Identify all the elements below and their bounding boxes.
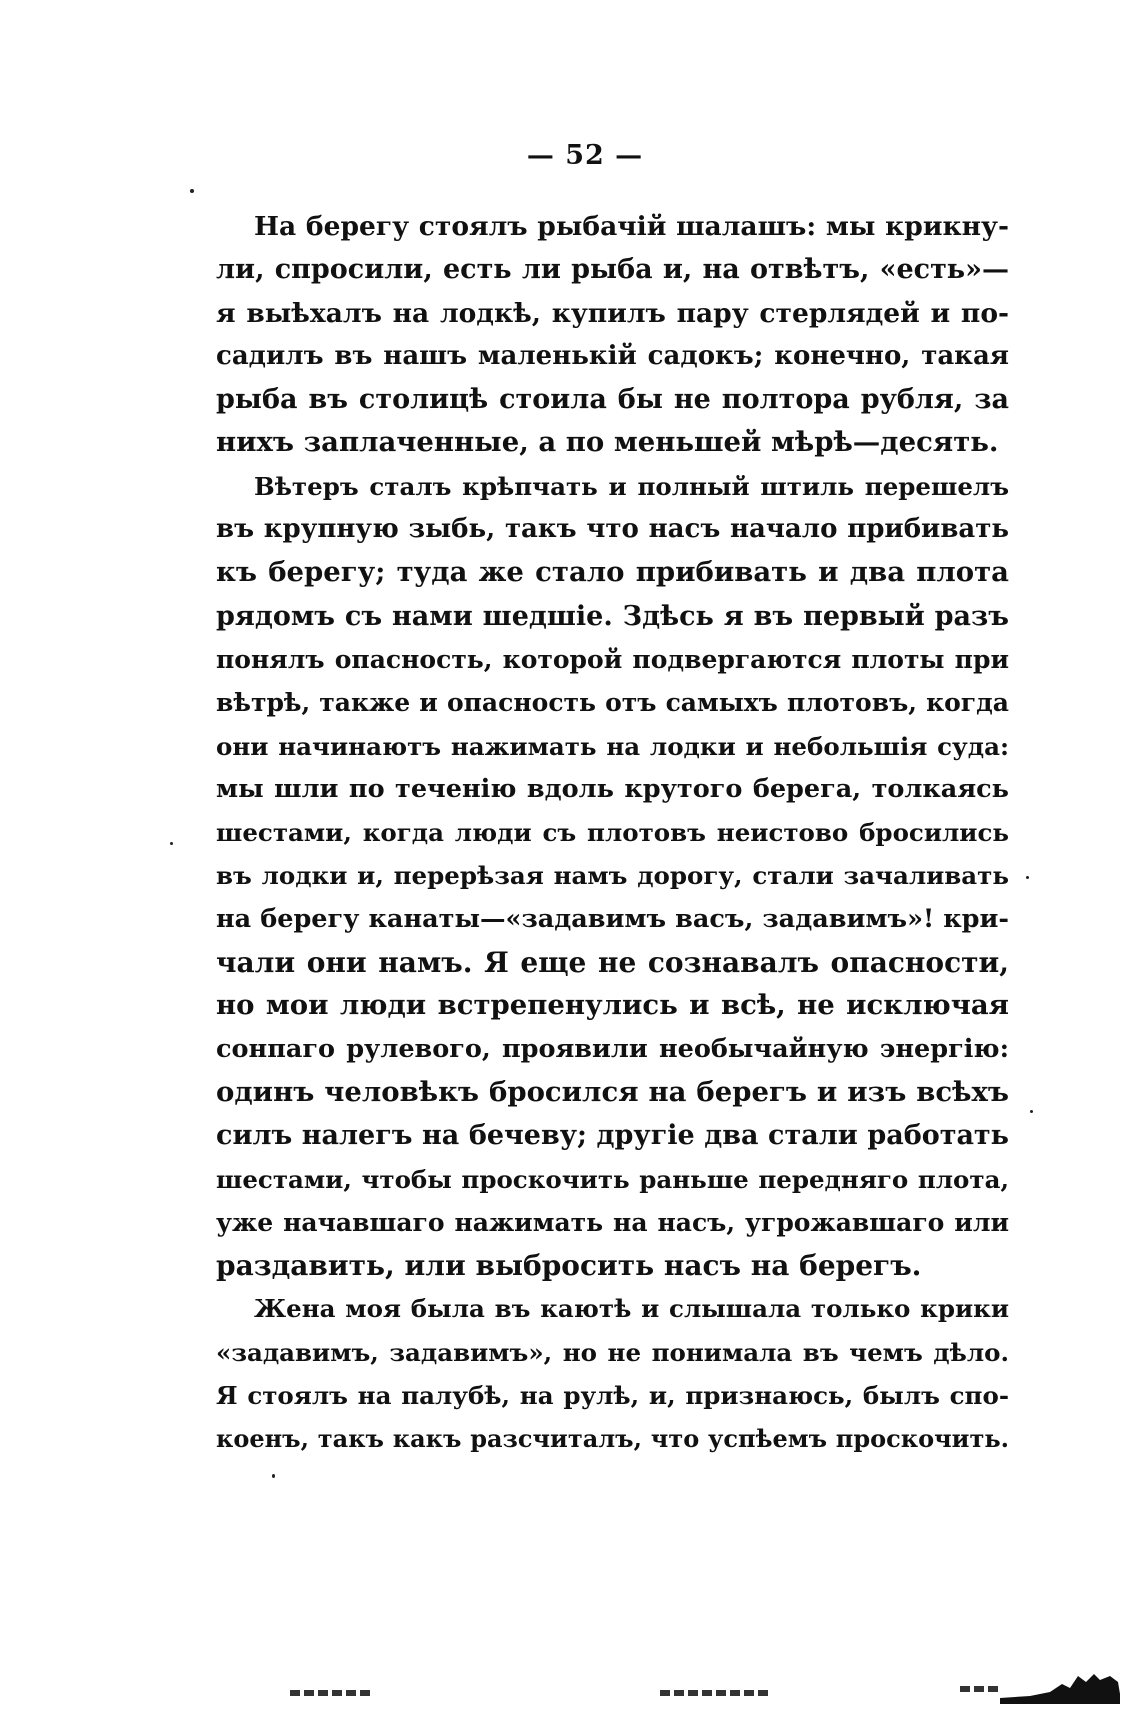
scan-speck bbox=[1026, 876, 1029, 879]
text-line: къ берегу; туда же стало прибивать и два плота bbox=[216, 556, 1009, 589]
text-line: но мои люди встрепенулись и всѣ, не исключая bbox=[216, 989, 1009, 1022]
text-line: одинъ человѣкъ бросился на берегъ и изъ всѣхъ bbox=[216, 1075, 1009, 1108]
body-text bbox=[216, 205, 1009, 1461]
text-line: понялъ опасность, которой подвергаются плоты при bbox=[216, 644, 1009, 674]
text-line: садилъ въ нашъ маленькій садокъ; конечно, такая bbox=[216, 340, 1009, 371]
text-line: на берегу канаты—«задавимъ васъ, задавимъ»! кри- bbox=[216, 903, 1009, 934]
scan-speck bbox=[272, 1474, 275, 1478]
text-line: Я стоялъ на палубѣ, на рулѣ, и, признаюсь, былъ спо- bbox=[216, 1381, 1009, 1411]
text-line: коенъ, такъ какъ разсчиталъ, что успѣемъ проскочить. bbox=[216, 1424, 1009, 1454]
text-line: На берегу стоялъ рыбачій шалашъ: мы крикну- bbox=[254, 211, 1009, 242]
text-line: раздавить, или выбросить насъ на берегъ. bbox=[216, 1249, 922, 1283]
text-line: рядомъ съ нами шедшіе. Здѣсь я въ первый разъ bbox=[216, 600, 1009, 632]
text-line: сонпаго рулевого, проявили необычайную энергію: bbox=[216, 1033, 1009, 1064]
text-line: вѣтрѣ, также и опасность отъ самыхъ плотовъ, когда bbox=[216, 688, 1009, 718]
text-line: ли, спросили, есть ли рыба и, на отвѣтъ, «есть»— bbox=[216, 254, 1009, 286]
text-line: я выѣхалъ на лодкѣ, купилъ пару стерлядей и по- bbox=[216, 297, 1009, 329]
scan-margin-mark bbox=[290, 1690, 370, 1696]
ink-blot bbox=[1000, 1672, 1120, 1704]
text-line: Вѣтеръ сталъ крѣпчать и полный штиль перешелъ bbox=[254, 471, 1009, 501]
text-line: чали они намъ. Я еще не сознавалъ опасности, bbox=[216, 946, 1009, 980]
text-line: шестами, чтобы проскочить раньше передняго плота, bbox=[216, 1164, 1009, 1194]
text-line: нихъ заплаченные, а по меньшей мѣрѣ—десять. bbox=[216, 426, 999, 459]
text-line: уже начавшаго нажимать на насъ, угрожавшаго или bbox=[216, 1207, 1009, 1237]
scan-margin-mark bbox=[960, 1686, 1000, 1692]
scan-speck bbox=[170, 842, 173, 845]
page-number: — 52 — bbox=[526, 140, 644, 171]
scan-speck bbox=[190, 189, 194, 193]
scan-speck bbox=[1030, 1110, 1033, 1113]
text-line: шестами, когда люди съ плотовъ неистово бросились bbox=[216, 818, 1009, 848]
text-line: мы шли по теченію вдоль крутого берега, толкаясь bbox=[216, 773, 1009, 804]
text-line: въ лодки и, перерѣзая намъ дорогу, стали зачаливать bbox=[216, 861, 1009, 891]
text-line: «задавимъ, задавимъ», но не понимала въ чемъ дѣло. bbox=[216, 1337, 1009, 1367]
text-line: Жена моя была въ каютѣ и слышала только крики bbox=[254, 1294, 1009, 1324]
text-line: въ крупную зыбь, такъ что насъ начало прибивать bbox=[216, 514, 1009, 545]
text-line: рыба въ столицѣ стоила бы не полтора рубля, за bbox=[216, 384, 1009, 416]
scan-margin-mark bbox=[660, 1690, 770, 1696]
text-line: они начинаютъ нажимать на лодки и небольшія суда: bbox=[216, 731, 1009, 761]
text-line: силъ налегъ на бечеву; другіе два стали работать bbox=[216, 1120, 1009, 1152]
